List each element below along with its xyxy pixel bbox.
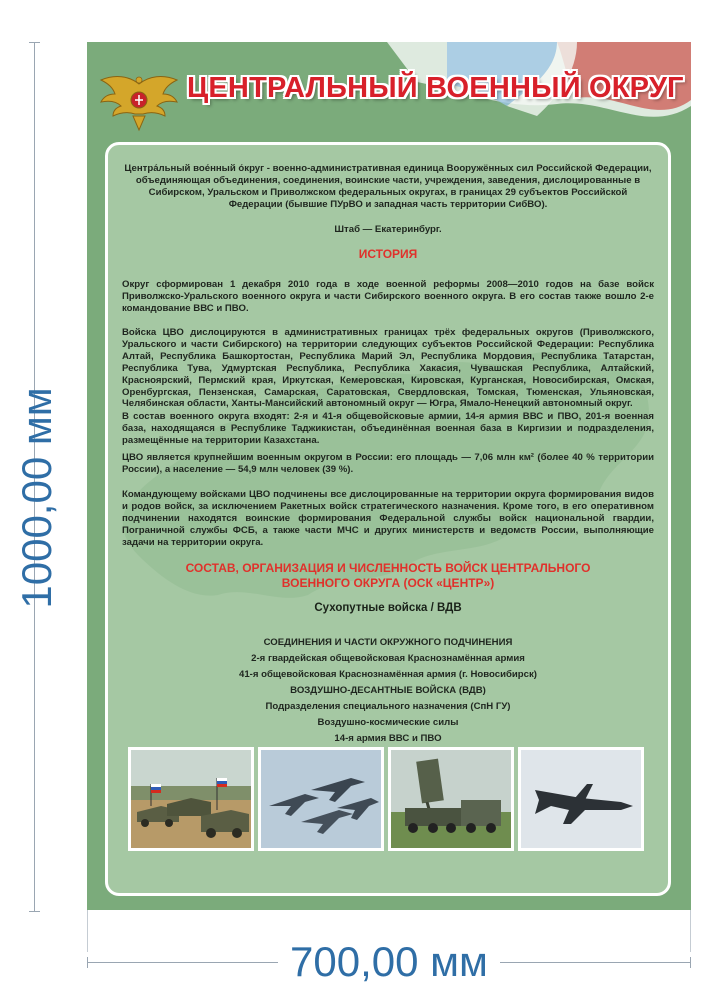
ground-forces-heading: Сухопутные войска / ВДВ [314, 602, 462, 614]
intro-paragraph: Центра́льный вое́нный о́круг - военно-административная единица Вооружённых сил Российской Федерации, объединяющая объединения, соединения, воинские части, учреждения, заведения, дислоцированные в Сибирском, Уральском и Приволжском федеральных округах, в границах 29 субъектов Российской Федерации (бывшие ПУрВО и западная часть территории СибВО). [124, 163, 652, 210]
headquarters-text: Штаб — Екатеринбург. [334, 224, 442, 235]
composition-heading-line-1: СОСТАВ, ОРГАНИЗАЦИЯ И ЧИСЛЕННОСТЬ ВОЙСК ЦЕНТРАЛЬНОГО [185, 561, 591, 575]
height-dimension-label: 1000,00 мм [13, 387, 60, 609]
composition-heading-line-2: ВОЕННОГО ОКРУГА (ОСК «ЦЕНТР») [281, 576, 495, 590]
poster-header [87, 42, 691, 146]
poster-title: ЦЕНТРАЛЬНЫЙ ВОЕННЫЙ ОКРУГ [187, 72, 684, 104]
photo-fighter-jet [518, 747, 644, 851]
unit-line-7: 14-я армия ВВС и ПВО [334, 733, 442, 744]
history-paragraph-2: Войска ЦВО дислоцируются в административных границах трёх федеральных округов (Приволжского, Уральского и части Сибирского) на территории следующих субъектов Российской Федерации: Республика Алтай, Республика Башкортостан, Республика Марий Эл, Республика Мордовия, Республика Татарстан, Республика Тува, Удмуртская Республика, Республика Хакасия, Чувашская Республика, Алтайский, Красноярский, Пермский края, Иркутская, Кемеровская, Кировская, Курганская, Новосибирская, Омская, Оренбургская, Пензенская, Самарская, Саратовская, Свердловская, Томская, Тюменская, Ульяновская, Челябинская области, Ханты-Мансийский автономный округ — Югра, Ямало-Ненецкий автономный округ. [122, 327, 654, 410]
history-paragraph-1: Округ сформирован 1 декабря 2010 года в ходе военной реформы 2008—2010 годов на базе войск Приволжско-Уральского военного округа и части Сибирского военного округа. В его состав также вошло 2-е командование ВВС и ПВО. [122, 279, 654, 314]
unit-line-2: 2-я гвардейская общевойсковая Краснознамённая армия [251, 653, 525, 664]
content-panel [105, 142, 671, 896]
photo-radar-system [388, 747, 514, 851]
poster [87, 42, 691, 910]
height-dimension [0, 387, 74, 609]
unit-line-4: ВОЗДУШНО-ДЕСАНТНЫЕ ВОЙСКА (ВДВ) [290, 685, 486, 696]
eagle-emblem-icon [99, 70, 179, 134]
history-paragraph-3: В состав военного округа входят: 2-я и 41-я общевойсковые армии, 14-я армия ВВС и ПВО, 201-я военная база, находящаяся в Республике Таджикистан, объединённая военная база в Киргизии и подразделения, размещённые на территории Казахстана. [122, 411, 654, 446]
unit-line-1: СОЕДИНЕНИЯ И ЧАСТИ ОКРУЖНОГО ПОДЧИНЕНИЯ [263, 637, 513, 648]
history-paragraph-4: ЦВО является крупнейшим военным округом в России: его площадь — 7,06 млн км² (более 40 % территории России), а население — 54,9 млн человек (39 %). [122, 452, 654, 475]
width-dimension-label: 700,00 мм [278, 938, 500, 985]
unit-line-3: 41-я общевойсковая Краснознамённая армия (г. Новосибирск) [239, 669, 537, 680]
photo-armored-vehicles [128, 747, 254, 851]
history-paragraph-5: Командующему войсками ЦВО подчинены все дислоцированные на территории округа формирования видов и родов войск, за исключением Ракетных войск стратегического назначения. Кроме того, в его оперативном подчинении находятся воинские формирования Федеральной службы войск национальной гвардии, Пограничной службы ФСБ, а также части МЧС и других министерств и ведомств России, выполняющие задачи на территории округа. [122, 489, 654, 548]
history-heading: ИСТОРИЯ [358, 247, 418, 261]
width-dimension [87, 938, 691, 986]
unit-line-5: Подразделения специального назначения (СпН ГУ) [265, 701, 511, 712]
unit-line-6: Воздушно-космические силы [317, 717, 459, 728]
photo-jet-formation [258, 747, 384, 851]
